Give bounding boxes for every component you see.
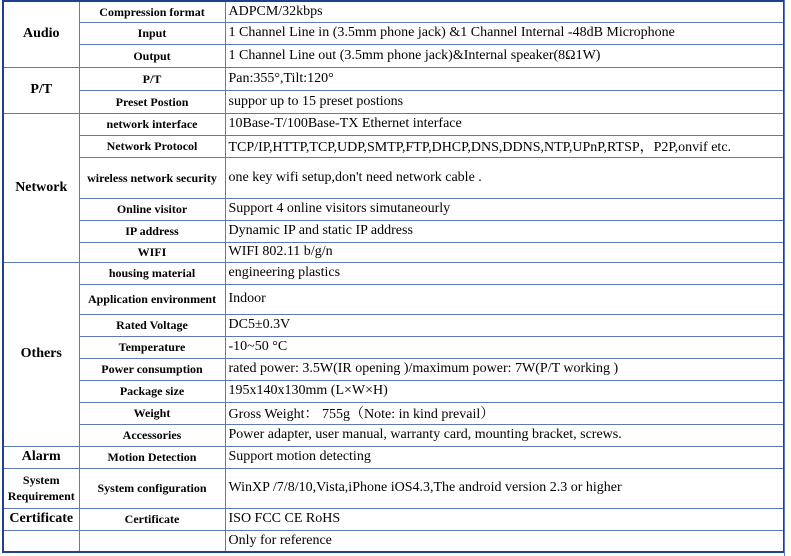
category-network: Network <box>3 113 79 262</box>
value-motion-detection: Support motion detecting <box>225 446 784 468</box>
param-preset-position: Preset Postion <box>79 90 225 113</box>
table-row <box>3 446 784 468</box>
table-row <box>3 157 784 198</box>
value-housing-material: engineering plastics <box>225 262 784 284</box>
table-row <box>3 1 784 22</box>
table-row <box>3 135 784 157</box>
value-compression-format: ADPCM/32kbps <box>225 1 784 22</box>
value-ip-address: Dynamic IP and static IP address <box>225 220 784 242</box>
page-right-border <box>784 0 785 556</box>
value-temperature: -10~50 °C <box>225 336 784 358</box>
value-power-consumption: rated power: 3.5W(IR opening )/maximum power: 7W(P/T working ) <box>225 358 784 380</box>
param-system-configuration: System configuration <box>79 468 225 508</box>
value-rated-voltage: DC5±0.3V <box>225 314 784 336</box>
table-row <box>3 314 784 336</box>
value-wireless-security: one key wifi setup,don't need network cable . <box>225 157 784 198</box>
param-application-environment: Application environment <box>79 284 225 314</box>
param-online-visitor: Online visitor <box>79 198 225 220</box>
category-system-requirement: System Requirement <box>3 468 79 508</box>
value-network-protocol: TCP/IP,HTTP,TCP,UDP,SMTP,FTP,DHCP,DNS,DDNS,NTP,UPnP,RTSP，P2P,onvif etc. <box>225 135 784 157</box>
value-application-environment: Indoor <box>225 284 784 314</box>
value-output: 1 Channel Line out (3.5mm phone jack)&Internal speaker(8Ω1W) <box>225 44 784 67</box>
category-alarm: Alarm <box>3 446 79 468</box>
table-row <box>3 530 784 552</box>
category-audio: Audio <box>3 1 79 67</box>
param-input: Input <box>79 22 225 44</box>
category-pt: P/T <box>3 67 79 113</box>
table-row <box>3 336 784 358</box>
note-reference: Only for reference <box>225 530 784 552</box>
table-row <box>3 402 784 424</box>
category-certificate: Certificate <box>3 508 79 530</box>
table-row <box>3 198 784 220</box>
table-row <box>3 242 784 262</box>
table-row <box>3 90 784 113</box>
table-row <box>3 424 784 446</box>
param-housing-material: housing material <box>79 262 225 284</box>
table-row <box>3 284 784 314</box>
param-temperature: Temperature <box>79 336 225 358</box>
param-output: Output <box>79 44 225 67</box>
value-pt: Pan:355°,Tilt:120° <box>225 67 784 90</box>
value-package-size: 195x140x130mm (L×W×H) <box>225 380 784 402</box>
table-row <box>3 113 784 135</box>
empty-param-cell <box>79 530 225 552</box>
param-network-protocol: Network Protocol <box>79 135 225 157</box>
category-others: Others <box>3 262 79 446</box>
value-network-interface: 10Base-T/100Base-TX Ethernet interface <box>225 113 784 135</box>
param-package-size: Package size <box>79 380 225 402</box>
value-wifi: WIFI 802.11 b/g/n <box>225 242 784 262</box>
param-wireless-security: wireless network security <box>79 157 225 198</box>
value-online-visitor: Support 4 online visitors simutaneourly <box>225 198 784 220</box>
table-row <box>3 468 784 508</box>
param-accessories: Accessories <box>79 424 225 446</box>
table-row <box>3 380 784 402</box>
table-row <box>3 508 784 530</box>
table-row <box>3 220 784 242</box>
table-row <box>3 358 784 380</box>
value-accessories: Power adapter, user manual, warranty card, mounting bracket, screws. <box>225 424 784 446</box>
value-certificate: ISO FCC CE RoHS <box>225 508 784 530</box>
param-wifi: WIFI <box>79 242 225 262</box>
param-rated-voltage: Rated Voltage <box>79 314 225 336</box>
value-weight: Gross Weight： 755g（Note: in kind prevail） <box>225 402 784 424</box>
table-row <box>3 44 784 67</box>
param-compression-format: Compression format <box>79 1 225 22</box>
param-certificate: Certificate <box>79 508 225 530</box>
value-input: 1 Channel Line in (3.5mm phone jack) &1 Channel Internal -48dB Microphone <box>225 22 784 44</box>
value-preset-position: suppor up to 15 preset postions <box>225 90 784 113</box>
param-weight: Weight <box>79 402 225 424</box>
param-network-interface: network interface <box>79 113 225 135</box>
param-motion-detection: Motion Detection <box>79 446 225 468</box>
param-power-consumption: Power consumption <box>79 358 225 380</box>
param-pt: P/T <box>79 67 225 90</box>
param-ip-address: IP address <box>79 220 225 242</box>
spec-table <box>2 0 785 553</box>
table-row <box>3 67 784 90</box>
table-row <box>3 22 784 44</box>
table-row <box>3 262 784 284</box>
value-system-configuration: WinXP /7/8/10,Vista,iPhone iOS4.3,The android version 2.3 or higher <box>225 468 784 508</box>
empty-category-cell <box>3 530 79 552</box>
